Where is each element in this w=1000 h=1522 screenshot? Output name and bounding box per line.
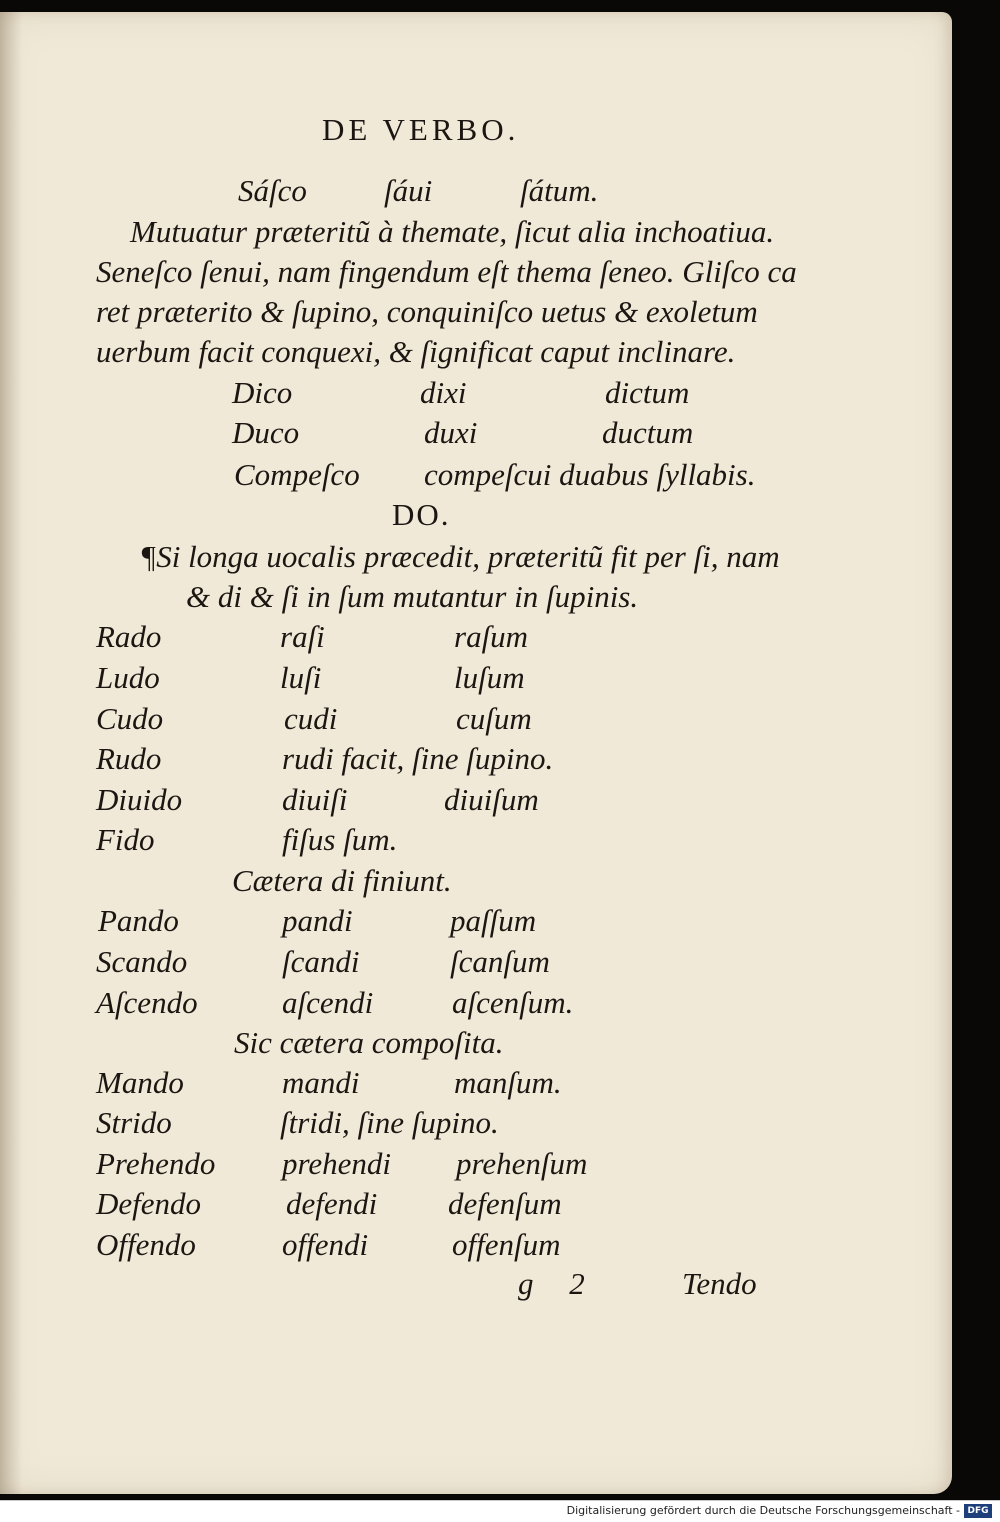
subheading: Cætera di finiunt. xyxy=(232,863,452,898)
verb-perfect: diuiſi xyxy=(282,782,348,817)
paragraph-line: Mutuatur præteritũ à themate, ſicut alia inchoatiua. xyxy=(130,214,775,249)
verb-supine: paſſum xyxy=(450,903,537,938)
verb-supine: offenſum xyxy=(452,1227,561,1262)
verb-perfect: mandi xyxy=(282,1065,360,1100)
verb-note: compeſcui duabus ſyllabis. xyxy=(424,457,756,492)
paragraph-line: Seneſco ſenui, nam fingendum eſt thema ſeneo. Gliſco ca xyxy=(96,254,797,289)
verb-present: Mando xyxy=(96,1065,184,1100)
verb-supine: manſum. xyxy=(454,1065,562,1100)
verb-present: Strido xyxy=(96,1105,172,1140)
running-head: DE VERBO. xyxy=(322,112,520,147)
verb-supine: prehenſum xyxy=(456,1146,588,1181)
catchword: Tendo xyxy=(682,1266,757,1301)
verb-perfect: raſi xyxy=(280,619,325,654)
book-page xyxy=(0,12,952,1494)
footer-credit: Digitalisierung gefördert durch die Deutsche Forschungsgemeinschaft - xyxy=(566,1504,960,1517)
verb-supine: ductum xyxy=(602,415,694,450)
verb-present: Rado xyxy=(96,619,162,654)
digitization-footer xyxy=(0,1500,1000,1522)
verb-present: Cudo xyxy=(96,701,164,736)
paragraph-line: uerbum facit conquexi, & ſignificat caput inclinare. xyxy=(96,334,736,369)
verb-perfect: offendi xyxy=(282,1227,369,1262)
verb-present: Dico xyxy=(232,375,293,410)
verb-supine: defenſum xyxy=(448,1186,562,1221)
dfg-logo-icon: DFG xyxy=(964,1504,992,1518)
verb-present: Scando xyxy=(96,944,188,979)
section-heading: DO. xyxy=(392,497,451,532)
paragraph-line: & di & ſi in ſum mutantur in ſupinis. xyxy=(186,579,639,614)
verb-present: Duco xyxy=(232,415,300,450)
verb-present: Rudo xyxy=(96,741,162,776)
verb-supine: ſátum. xyxy=(520,173,599,208)
verb-present: Pando xyxy=(98,903,179,938)
verb-perfect: luſi xyxy=(280,660,322,695)
verb-perfect: defendi xyxy=(286,1186,378,1221)
verb-present: Fido xyxy=(96,822,155,857)
verb-perfect: ſcandi xyxy=(282,944,360,979)
verb-supine: diuiſum xyxy=(444,782,539,817)
verb-supine: aſcenſum. xyxy=(452,985,574,1020)
verb-present: Compeſco xyxy=(234,457,360,492)
verb-perfect: aſcendi xyxy=(282,985,374,1020)
verb-present: Aſcendo xyxy=(96,985,198,1020)
verb-supine: ſcanſum xyxy=(450,944,550,979)
verb-perfect: duxi xyxy=(424,415,478,450)
verb-supine: cuſum xyxy=(456,701,532,736)
verb-present: Offendo xyxy=(96,1227,196,1262)
paragraph-line: ret præterito & ſupino, conquiniſco uetus & exoletum xyxy=(96,294,758,329)
subheading: Sic cætera compoſita. xyxy=(234,1025,504,1060)
verb-note: ſtridi, ſine ſupino. xyxy=(280,1105,499,1140)
verb-perfect: ſáui xyxy=(384,173,433,208)
verb-present: Sáſco xyxy=(238,173,307,208)
verb-present: Prehendo xyxy=(96,1146,216,1181)
verb-present: Diuido xyxy=(96,782,183,817)
verb-perfect: dixi xyxy=(420,375,467,410)
verb-perfect: pandi xyxy=(282,903,353,938)
verb-supine: luſum xyxy=(454,660,525,695)
verb-present: Defendo xyxy=(96,1186,202,1221)
verb-supine: dictum xyxy=(605,375,690,410)
paragraph-line: ¶Si longa uocalis præcedit, præteritũ fit per ſi, nam xyxy=(140,539,780,574)
verb-perfect: prehendi xyxy=(282,1146,392,1181)
verb-note: fiſus ſum. xyxy=(282,822,398,857)
verb-supine: raſum xyxy=(454,619,529,654)
verb-perfect: cudi xyxy=(284,701,338,736)
verb-note: rudi facit, ſine ſupino. xyxy=(282,741,554,776)
signature-mark: g 2 xyxy=(518,1266,599,1301)
verb-present: Ludo xyxy=(96,660,160,695)
